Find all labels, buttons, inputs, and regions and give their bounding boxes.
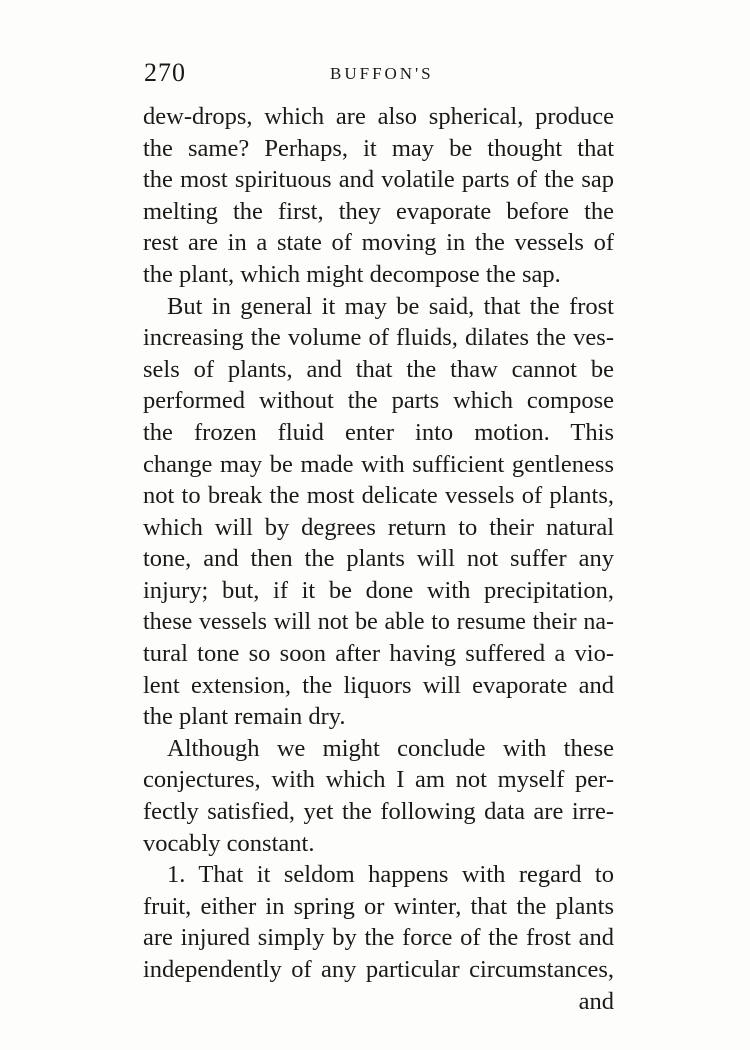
text-line: sels of plants, and that the thaw cannot be [143, 355, 614, 383]
body-text [143, 101, 614, 1017]
text-line: increasing the volume of fluids, dilates the ves- [143, 324, 614, 352]
text-line: lent extension, the liquors will evaporate and [143, 671, 614, 699]
text-line: tural tone so soon after having suffered a vio- [143, 640, 614, 668]
text-line: tone, and then the plants will not suffer any [143, 545, 614, 573]
paragraph-first-line: But in general it may be said, that the frost [167, 292, 614, 320]
text-line: independently of any particular circumstances, [143, 956, 614, 984]
text-line: performed without the parts which compose [143, 387, 614, 415]
text-line: dew-drops, which are also spherical, produce [143, 103, 614, 130]
text-line: fruit, either in spring or winter, that the plants [143, 892, 614, 920]
text-line: vocably constant. [143, 829, 315, 857]
text-line: fectly satisfied, yet the following data are irre- [143, 798, 614, 826]
text-line: conjectures, with which I am not myself per- [143, 766, 614, 794]
text-line: injury; but, if it be done with precipitation, [143, 576, 614, 604]
running-title: BUFFON'S [330, 64, 434, 83]
page-number: 270 [144, 58, 186, 87]
catchword: and [578, 987, 614, 1015]
text-line: which will by degrees return to their natural [143, 513, 614, 541]
text-line: are injured simply by the force of the frost and [143, 924, 614, 952]
text-line: not to break the most delicate vessels of plants, [143, 482, 614, 510]
text-line: these vessels will not be able to resume their na- [143, 608, 614, 635]
text-line: change may be made with sufficient gentleness [143, 450, 614, 478]
text-line: the frozen fluid enter into motion. This [143, 418, 614, 446]
running-head [140, 58, 610, 92]
text-line: rest are in a state of moving in the vessels of [143, 229, 614, 257]
text-line: the plant, which might decompose the sap. [143, 260, 561, 288]
text-line: the most spirituous and volatile parts of the sap [143, 166, 614, 194]
text-line: melting the first, they evaporate before the [143, 197, 614, 225]
paragraph-first-line: Although we might conclude with these [167, 734, 614, 762]
text-line: the plant remain dry. [143, 703, 346, 731]
text-line: the same? Perhaps, it may be thought that [143, 134, 614, 162]
paragraph-first-line: 1. That it seldom happens with regard to [167, 861, 614, 889]
